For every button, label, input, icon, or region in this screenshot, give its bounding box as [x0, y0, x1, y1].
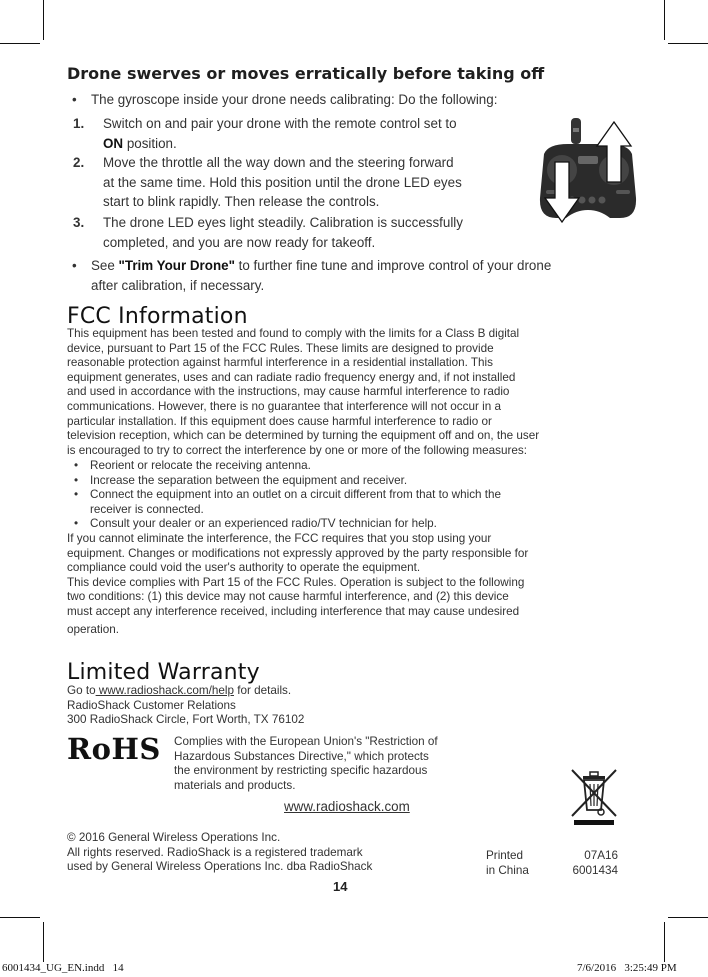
product-codes: 07A16 6001434: [572, 849, 618, 877]
crop-mark: [43, 0, 44, 40]
drone-bullet-2-text: See: [91, 258, 119, 273]
fcc-line: television reception, which can be determined by turning the equipment off and on, the user: [67, 429, 540, 443]
step-3-line: The drone LED eyes light steadily. Calibration is successfully: [103, 215, 463, 230]
bullet-dot: •: [74, 459, 79, 472]
fcc-line: This device complies with Part 15 of the FCC Rules. Operation is subject to the following: [67, 575, 525, 589]
fcc-line: must accept any interference received, including interference that may cause undesired: [67, 604, 520, 618]
warranty-address-line: RadioShack Customer Relations: [67, 698, 236, 712]
bullet-dot: •: [74, 473, 79, 487]
weee-crossed-bin-icon: [568, 768, 620, 826]
crop-mark: [668, 917, 708, 918]
fcc-line: and used in accordance with the instructions, may cause harmful interference to radio: [67, 385, 510, 399]
printed-in-china: Printed in China: [486, 849, 529, 877]
fcc-line: is encouraged to try to correct the interference by one or more of the following measures:: [67, 443, 527, 457]
list-item: receiver is connected.: [90, 502, 204, 516]
drone-bullet-1: [72, 90, 498, 110]
step-2-line: start to blink rapidly. Then release the controls.: [103, 194, 380, 209]
step-2-line: Move the throttle all the way down and the steering forward: [103, 155, 454, 170]
fcc-line: equipment. Changes or modifications not expressly approved by the party responsible for: [67, 546, 529, 560]
list-item: • Increase the separation between the equipment and receiver.: [74, 473, 408, 487]
step-2-line: at the same time. Hold this position until the drone LED eyes: [103, 174, 462, 190]
drone-bullet-1-text: The gyroscope inside your drone needs calibrating: Do the following:: [91, 92, 498, 107]
bullet-dot: •: [72, 258, 77, 273]
fcc-paragraph-2: [67, 532, 528, 637]
step-1-bold: ON: [103, 135, 124, 151]
list-item: • Reorient or relocate the receiving antenna.: [74, 459, 311, 472]
fcc-line: device, pursuant to Part 15 of the FCC Rules. These limits are designed to provide: [67, 341, 494, 355]
website-link[interactable]: www.radioshack.com: [284, 799, 410, 814]
file-slug: 6001434_UG_EN.indd 14: [2, 962, 124, 974]
copyright-notice: © 2016 General Wireless Operations Inc. All rights reserved. RadioShack is a registered trademark used by General Wireless Operations Inc. dba RadioShack: [67, 831, 373, 874]
list-item: • Connect the equipment into an outlet on a circuit different from that to which the: [74, 488, 502, 502]
fcc-line: equipment generates, uses and can radiate radio frequency energy and, if not installed: [67, 370, 516, 384]
fcc-title: FCC Information: [67, 304, 248, 329]
warranty-address-line: 300 RadioShack Circle, Fort Worth, TX 76102: [67, 713, 305, 727]
fcc-paragraph-1: [67, 327, 539, 458]
fcc-line: particular installation. If this equipment does cause harmful interference to radio or: [67, 414, 492, 428]
rohs-statement: Complies with the European Union's "Restriction of Hazardous Substances Directive," which protects the environment by restricting specific hazardous materials and products.: [174, 735, 438, 792]
trim-your-drone-reference: "Trim Your Drone": [118, 258, 235, 273]
fcc-measures-list: [74, 459, 501, 532]
list-item: • Consult your dealer or an experienced radio/TV technician for help.: [74, 517, 437, 531]
crop-mark: [43, 922, 44, 962]
crop-mark: [664, 0, 665, 40]
drone-section-title: Drone swerves or moves erratically before taking off: [67, 64, 545, 83]
fcc-line: reasonable protection against harmful interference in a residential installation. This: [67, 356, 493, 370]
bullet-dot: •: [74, 517, 79, 531]
page-number: 14: [333, 879, 348, 894]
crop-mark: [0, 917, 40, 918]
fcc-line: two conditions: (1) this device may not cause harmful interference, and (2) this device: [67, 590, 509, 604]
crop-mark: [668, 43, 708, 44]
fcc-line: If you cannot eliminate the interference, the FCC requires that you stop using your: [67, 532, 492, 545]
step-number: 2.: [73, 155, 85, 170]
step-1-text-end: position.: [123, 135, 177, 151]
bullet-dot: •: [72, 92, 77, 107]
help-link[interactable]: www.radioshack.com/help: [95, 684, 234, 697]
drone-bullet-2: [72, 256, 552, 293]
fcc-line: operation.: [67, 622, 119, 636]
drone-bullet-2-text-end: to further fine tune and improve control of your drone: [234, 258, 552, 273]
bullet-dot: •: [74, 488, 79, 502]
remote-controller-illustration: [538, 118, 638, 230]
crop-mark: [664, 922, 665, 962]
drone-bullet-2-line2: after calibration, if necessary.: [91, 277, 265, 293]
timestamp-slug: 7/6/2016 3:25:49 PM: [577, 962, 677, 974]
rohs-logo: RoHS: [67, 732, 161, 766]
controller-antenna-icon: [571, 118, 581, 144]
fcc-line: compliance could void the user's authority to operate the equipment.: [67, 561, 421, 575]
warranty-details: Go to www.radioshack.com/help for details. RadioShack Customer Relations 300 RadioShack Circle, Fort Worth, TX 76102: [67, 684, 305, 727]
step-3-line: completed, and you are now ready for takeoff.: [103, 234, 376, 250]
fcc-line: communications. However, there is no guarantee that interference will not occur in a: [67, 399, 501, 413]
fcc-line: This equipment has been tested and found to comply with the limits for a Class B digital: [67, 327, 520, 340]
warranty-title: Limited Warranty: [67, 660, 260, 685]
step-number: 3.: [73, 215, 85, 230]
step-1-text: Switch on and pair your drone with the remote control set to: [103, 116, 457, 131]
step-number: 1.: [73, 116, 85, 131]
crop-mark: [0, 43, 40, 44]
